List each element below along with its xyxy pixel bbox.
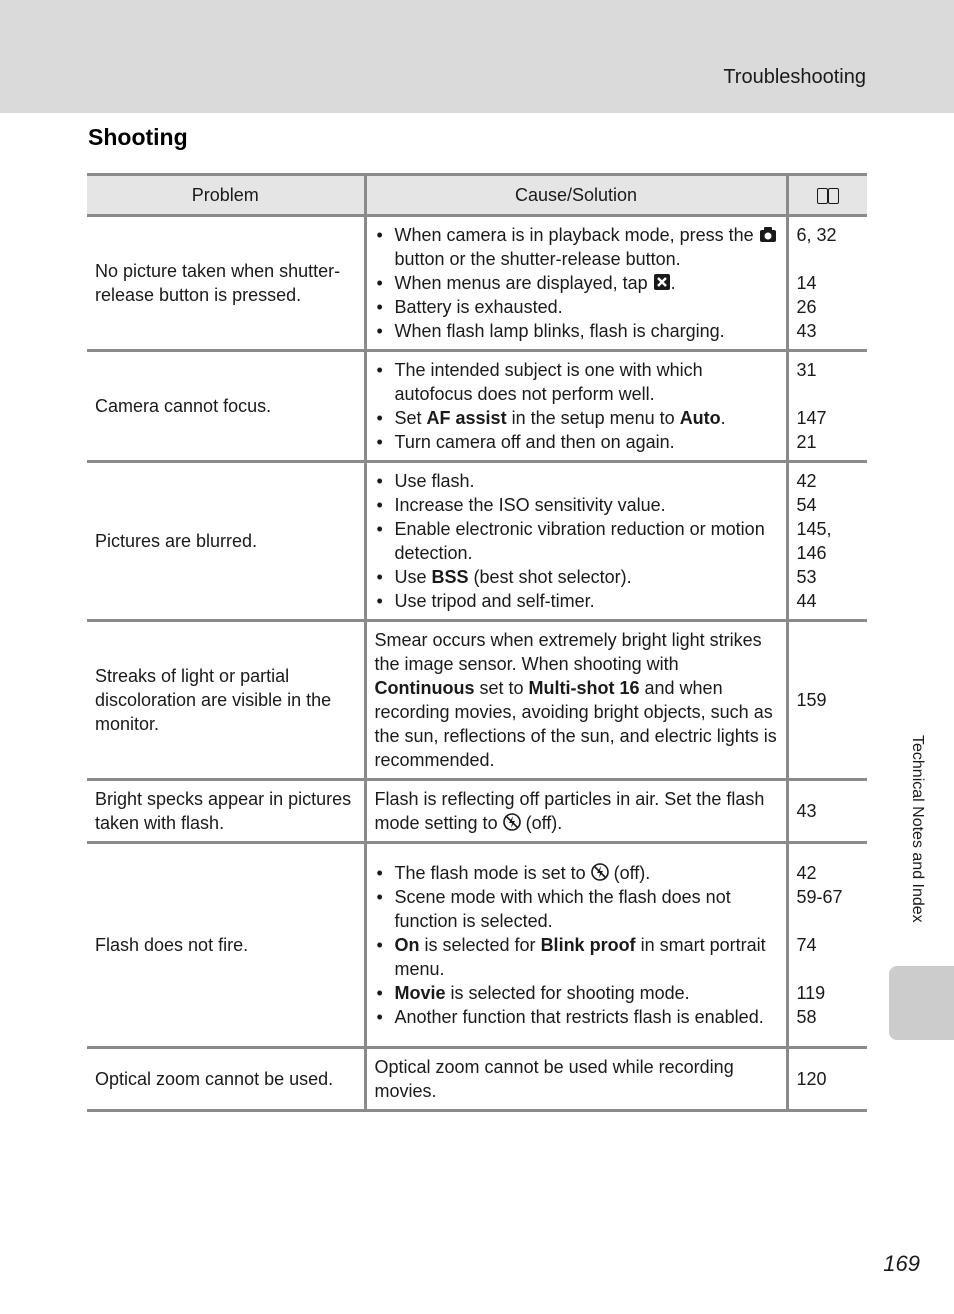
page-ref: 31	[796, 360, 817, 380]
table-row	[87, 621, 867, 780]
table-row	[87, 351, 867, 462]
list-item: • Another function that restricts flash is enabled.	[375, 1005, 778, 1029]
close-box-icon	[653, 273, 671, 291]
problem-cell: Flash does not fire.	[87, 843, 365, 1048]
page-ref: 58	[796, 1007, 817, 1027]
side-tab	[889, 966, 954, 1040]
list-item: • Scene mode with which the flash does not function is selected.	[375, 885, 778, 933]
page-ref: 147	[796, 408, 827, 428]
page-ref: 42	[796, 863, 817, 883]
problem-cell: Optical zoom cannot be used.	[87, 1048, 365, 1111]
list-item: • Set AF assist in the setup menu to Auto.	[375, 406, 778, 430]
page-ref: 159	[796, 690, 827, 710]
solution-cell: Optical zoom cannot be used while recording movies.	[365, 1048, 787, 1111]
problem-cell: Bright specks appear in pictures taken with flash.	[87, 780, 365, 843]
header-cause-solution: Cause/Solution	[365, 175, 787, 216]
solution-cell	[365, 351, 787, 462]
list-item: • On is selected for Blink proof in smart portrait menu.	[375, 933, 778, 981]
page-ref: 59-67	[796, 887, 843, 907]
solution-cell: Smear occurs when extremely bright light strikes the image sensor. When shooting with Continuous set to Multi-shot 16 and when recording movies, avoiding bright objects, such as the sun, reflections of the sun, and electric lights is recommended.	[365, 621, 787, 780]
problem-cell: Pictures are blurred.	[87, 462, 365, 621]
reference-cell	[787, 1048, 867, 1111]
list-item: • Use flash.	[375, 469, 778, 493]
list-item: • When flash lamp blinks, flash is charging.	[375, 319, 778, 343]
reference-cell	[787, 843, 867, 1048]
list-item: • When menus are displayed, tap .	[375, 271, 778, 295]
table-row	[87, 462, 867, 621]
table-row	[87, 216, 867, 351]
list-item: • Battery is exhausted.	[375, 295, 778, 319]
header-band	[0, 0, 954, 113]
list-item: • When camera is in playback mode, press the button or the shutter-release button.	[375, 223, 778, 271]
page-ref: 43	[796, 801, 817, 821]
table-row	[87, 780, 867, 843]
page-ref: 146	[796, 543, 827, 563]
book-icon	[817, 188, 839, 204]
list-item: • The intended subject is one with which autofocus does not perform well.	[375, 358, 778, 406]
page-number: 169	[883, 1251, 920, 1276]
problem-cell: No picture taken when shutter-release button is pressed.	[87, 216, 365, 351]
list-item: • The flash mode is set to (off).	[375, 861, 778, 885]
table-row	[87, 1048, 867, 1111]
header-reference	[787, 175, 867, 216]
page-ref: 6, 32	[796, 225, 837, 245]
page-ref: 14	[796, 273, 817, 293]
flash-off-icon	[503, 813, 521, 831]
troubleshooting-table	[87, 173, 867, 1112]
solution-cell	[365, 216, 787, 351]
table-header-row	[87, 175, 867, 216]
list-item: • Movie is selected for shooting mode.	[375, 981, 778, 1005]
camera-icon	[759, 225, 777, 243]
page-ref: 120	[796, 1069, 827, 1089]
problem-cell: Camera cannot focus.	[87, 351, 365, 462]
reference-cell	[787, 351, 867, 462]
solution-cell	[365, 843, 787, 1048]
page-ref: 145,	[796, 519, 832, 539]
list-item: • Use tripod and self-timer.	[375, 589, 778, 613]
page-ref: 53	[796, 567, 817, 587]
page-ref: 43	[796, 321, 817, 341]
page-ref: 21	[796, 432, 817, 452]
table-row	[87, 843, 867, 1048]
list-item: • Increase the ISO sensitivity value.	[375, 493, 778, 517]
reference-cell	[787, 216, 867, 351]
page-ref: 42	[796, 471, 817, 491]
solution-cell: Flash is reflecting off particles in air. Set the flash mode setting to (off).	[365, 780, 787, 843]
flash-off-icon	[591, 863, 609, 881]
reference-cell	[787, 462, 867, 621]
problem-cell: Streaks of light or partial discoloration are visible in the monitor.	[87, 621, 365, 780]
page-ref: 26	[796, 297, 817, 317]
solution-cell	[365, 462, 787, 621]
page-ref: 119	[796, 983, 826, 1003]
side-section-label: Technical Notes and Index	[909, 735, 926, 923]
list-item: • Enable electronic vibration reduction or motion detection.	[375, 517, 778, 565]
page-ref: 44	[796, 591, 817, 611]
header-problem: Problem	[87, 175, 365, 216]
page-ref	[797, 247, 860, 271]
list-item: • Turn camera off and then on again.	[375, 430, 778, 454]
reference-cell	[787, 780, 867, 843]
list-item: • Use BSS (best shot selector).	[375, 565, 778, 589]
reference-cell	[787, 621, 867, 780]
section-title: Shooting	[88, 124, 188, 150]
page-ref: 74	[796, 935, 817, 955]
page-ref	[797, 382, 860, 406]
page-ref	[797, 909, 860, 933]
header-title: Troubleshooting	[723, 66, 866, 88]
page-ref: 54	[796, 495, 817, 515]
page-ref	[797, 957, 860, 981]
